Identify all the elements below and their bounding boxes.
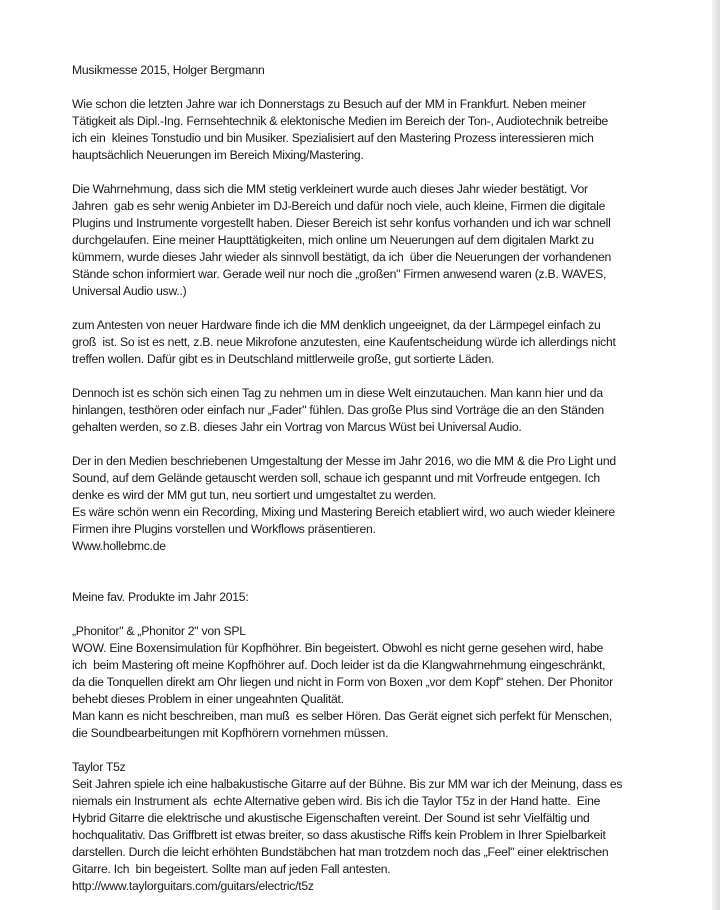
spacer: [72, 79, 652, 96]
spacer: [72, 300, 652, 317]
paragraph-perception: Die Wahrnehmung, dass sich die MM stetig verkleinert wurde auch dieses Jahr wieder bestätigt. Vor Jahren gab es sehr wenig Anbieter im DJ-Bereich und dafür noch viele, auch kleine, Firmen die digitale Plugins und Instrumente vorgestellt haben. Dieser Bereich ist sehr konfus vorhanden und ich war schnell durchgelaufen. Eine meiner Haupttätigkeiten, mich online um Neuerungen auf dem digitalen Markt zu kümmern, wurde dieses Jahr wieder als sinnvoll bestätigt, da ich über die Neuerungen der vorhandenen Stände schon informiert war. Gerade weil nur noch die „großen" Firmen anwesend waren (z.B. WAVES, Universal Audio usw..): [72, 182, 612, 298]
product-phonitor-description: WOW. Eine Boxensimulation für Kopfhöhrer. Bin begeistert. Obwohl es nicht gerne gesehen wird, habe ich beim Mastering oft meine Kopfhöhrer auf. Doch leider ist da die Klangwahrnehmung eingeschränkt, da die Tonquellen direkt am Ohr liegen und nicht in Form von Boxen „vor dem Kopf" stehen. Der Phonitor behebt dieses Problem in einer ungeahnten Qualität. Man kann es nicht beschreiben, man muß es selber Hören. Das Gerät eignet sich perfekt für Menschen, die Soundbearbeitungen mit Kopfhörern vornehmen müssen.: [72, 641, 613, 740]
spacer: [72, 164, 652, 181]
spacer: [72, 742, 652, 759]
spacer: [72, 436, 652, 453]
favorites-heading: Meine fav. Produkte im Jahr 2015:: [72, 590, 249, 604]
spacer: [72, 555, 652, 589]
spacer: [72, 368, 652, 385]
document-body: [72, 62, 652, 895]
product-phonitor-title: „Phonitor" & „Phonitor 2" von SPL: [72, 624, 246, 638]
document-title: Musikmesse 2015, Holger Bergmann: [72, 63, 265, 77]
paragraph-intro: Wie schon die letzten Jahre war ich Donnerstags zu Besuch auf der MM in Frankfurt. Neben meiner Tätigkeit als Dipl.-Ing. Fernsehtechnik & elektonische Medien im Bereich der Ton-, Audiotechnik betreibe ich ein kleines Tonstudio und bin Musiker. Spezialisiert auf den Mastering Prozess interessieren mich hauptsächlich Neuerungen im Bereich Mixing/Mastering.: [72, 97, 609, 162]
spacer: [72, 606, 652, 623]
paragraph-future: Der in den Medien beschriebenen Umgestaltung der Messe im Jahr 2016, wo die MM & die Pro Light und Sound, auf dem Gelände getauscht werden soll, schaue ich gespannt und mit Vorfreude entgegen. Ich denke es wird der MM gut tun, neu sortiert und umgestaltet zu werden. Es wäre schön wenn ein Recording, Mixing und Mastering Bereich etabliert wird, wo auch wieder kleinere Firmen ihre Plugins vorstellen und Workflows präsentieren. Www.hollebmc.de: [72, 454, 616, 553]
product-taylor-title: Taylor T5z: [72, 760, 126, 774]
paragraph-hardware: zum Antesten von neuer Hardware finde ich die MM denklich ungeeignet, da der Lärmpegel einfach zu groß ist. So ist es nett, z.B. neue Mikrofone anzutesten, eine Kaufentscheidung würde ich allerdings nicht treffen wollen. Dafür gibt es in Deutschland mittlerweile große, gut sortierte Läden.: [72, 318, 616, 366]
page-edge-shadow: [712, 0, 720, 910]
product-taylor-description: Seit Jahren spiele ich eine halbakustische Gitarre auf der Bühne. Bis zur MM war ich der Meinung, dass es niemals ein Instrument als echte Alternative geben wird. Bis ich die Taylor T5z in der Hand hatte. Eine Hybrid Gitarre die elektrische und akustische Eigenschaften vereint. Der Sound ist sehr Vielfältig und hochqualitativ. Das Griffbrett ist etwas breiter, so dass akustische Riffs kein Problem in Ihrer Spielbarkeit darstellen. Durch die leicht erhöhten Bundstäbchen hat man trotzdem noch das „Feel" einer elektrischen Gitarre. Ich bin begeistert. Sollte man auf jeden Fall antesten. http://www.taylorguitars.com/guitars/electric/t5z: [72, 777, 623, 893]
paragraph-immerse: Dennoch ist es schön sich einen Tag zu nehmen um in diese Welt einzutauchen. Man kann hier und da hinlangen, testhören oder einfach nur „Fader" fühlen. Das große Plus sind Vorträge die an den Ständen gehalten werden, so z.B. dieses Jahr ein Vortrag von Marcus Wüst bei Universal Audio.: [72, 386, 604, 434]
